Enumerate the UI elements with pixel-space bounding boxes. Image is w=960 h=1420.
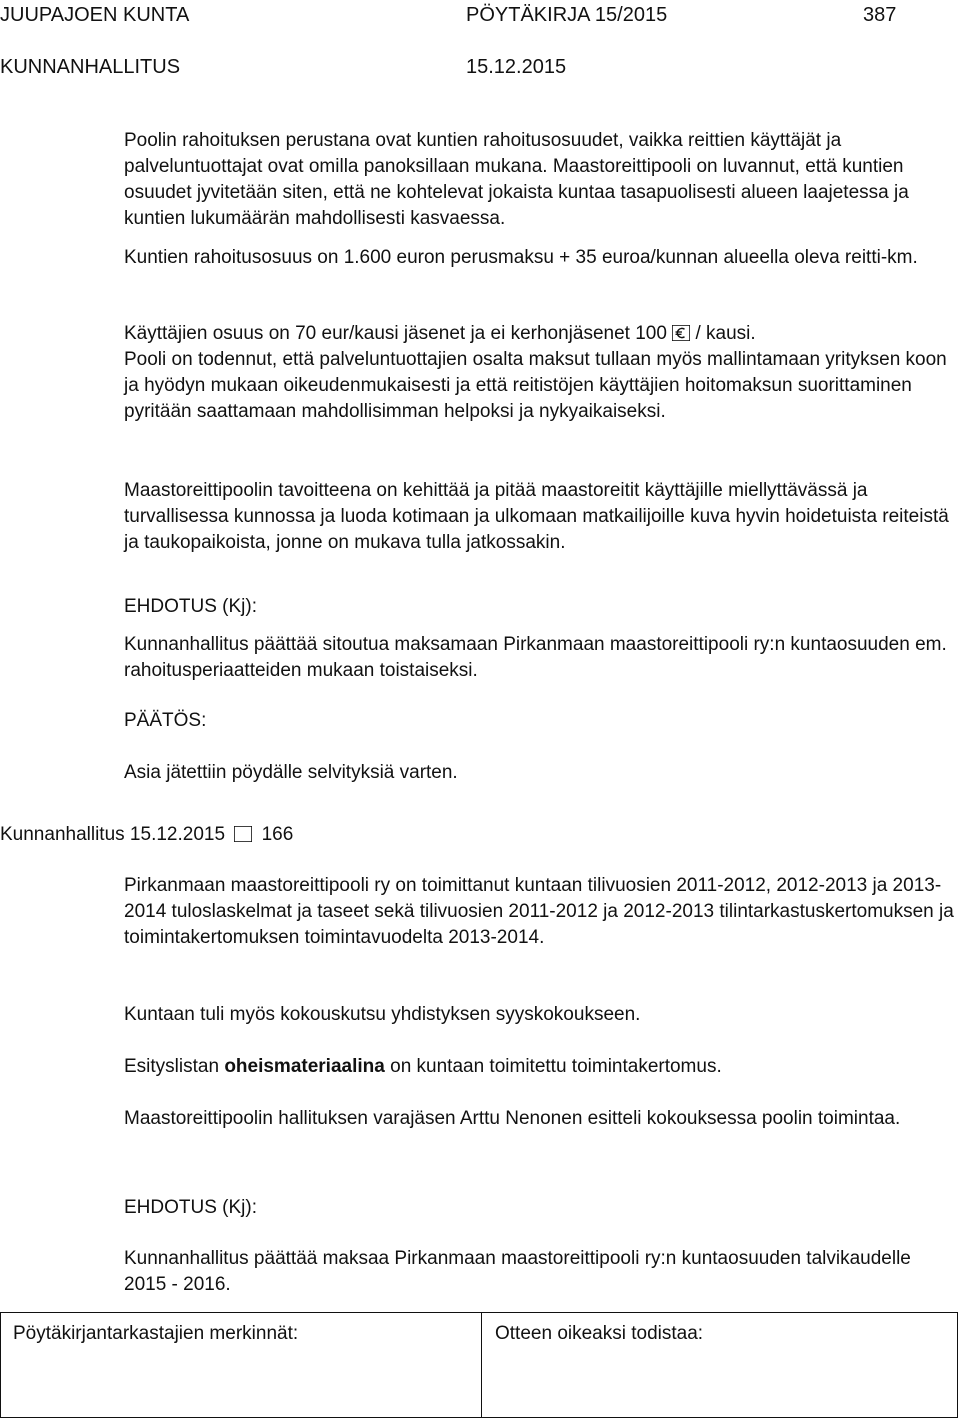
- attachment-post: on kuntaan toimitettu toimintakertomus.: [390, 1056, 722, 1077]
- user-share-unit: / kausi.: [695, 323, 756, 344]
- minutes-number: PÖYTÄKIRJA 15/2015: [466, 4, 668, 26]
- user-share-text: Käyttäjien osuus on 70 eur/kausi jäsenet ja ei kerhonjäsenet 100: [124, 323, 667, 344]
- euro-icon: [672, 325, 690, 341]
- inspectors-notes-label: Pöytäkirjantarkastajien merkinnät:: [13, 1323, 299, 1344]
- signature-box: [0, 1312, 958, 1418]
- attachment-bold: oheismateriaalina: [224, 1056, 385, 1077]
- proposal-label-1: EHDOTUS (Kj):: [124, 596, 257, 617]
- paragraph-objective: Maastoreittipoolin tavoitteena on kehittää ja pitää maastoreitit käyttäjille miellyttävässä ja turvallisessa kunnossa ja luoda kotimaan ja ulkomaan matkailijoille kuva hyvin hoidetuista reiteistä ja taukopaikoista, jonne on mukava tulla jatkossakin.: [124, 480, 949, 553]
- governing-body: KUNNANHALLITUS: [0, 56, 181, 78]
- paragraph-funding-basis: Poolin rahoituksen perustana ovat kuntien rahoitusosuudet, vaikka reittien käyttäjät ja palveluntuottajat ovat omilla panoksillaan mukana. Maastoreittipooli on luvannut, että kuntien osuudet jyvitetään siten, että ne kohtelevat jokaista kuntaa tasapuolisesti alueen laajetessa ja kuntien lukumäärän mahdollisesti kasvaessa.: [124, 130, 909, 229]
- paragraph-service-providers: Pooli on todennut, että palveluntuottajien osalta maksut tullaan myös mallintamaan yrityksen koon ja hyödyn mukaan oikeudenmukaisesti ja että reitistöjen käyttäjien hoitomaksun suorittaminen pyritään saattamaan mahdollisimman helpoksi ja nykyaikaiseksi.: [124, 349, 947, 422]
- paragraph-presentation: Maastoreittipoolin hallituksen varajäsen Arttu Nenonen esitteli kokouksessa poolin toimintaa.: [124, 1108, 901, 1129]
- paragraph-financial-statements: Pirkanmaan maastoreittipooli ry on toimittanut kuntaan tilivuosien 2011-2012, 2012-2013 ja 2013-2014 tuloslaskelmat ja taseet sekä tilivuosien 2011-2012 ja 2012-2013 tilintarkastuskertomuksen ja toimintakertomuksen toimintavuodelta 2013-2014.: [124, 875, 954, 948]
- certified-copy-label: Otteen oikeaksi todistaa:: [495, 1323, 704, 1344]
- proposal-label-2: EHDOTUS (Kj):: [124, 1197, 257, 1218]
- proposal-text-1: Kunnanhallitus päättää sitoutua maksamaan Pirkanmaan maastoreittipooli ry:n kuntaosuuden em. rahoitusperiaatteiden mukaan toistaiseksi.: [124, 634, 947, 681]
- paragraph-user-share: [124, 321, 954, 347]
- decision-text: Asia jätettiin pöydälle selvityksiä varten.: [124, 762, 458, 783]
- section-body-date: Kunnanhallitus 15.12.2015: [0, 824, 226, 845]
- paragraph-municipal-share: Kuntien rahoitusosuus on 1.600 euron perusmaksu + 35 euroa/kunnan alueella oleva reitti-km.: [124, 247, 918, 268]
- municipality-name: JUUPAJOEN KUNTA: [0, 4, 190, 26]
- signature-divider: [481, 1313, 482, 1417]
- section-symbol-icon: [234, 826, 252, 842]
- decision-label: PÄÄTÖS:: [124, 710, 207, 731]
- proposal-text-2: Kunnanhallitus päättää maksaa Pirkanmaan maastoreittipooli ry:n kuntaosuuden talvikaudelle 2015 - 2016.: [124, 1248, 911, 1295]
- page-number: 387: [863, 4, 897, 26]
- section-number: 166: [261, 824, 294, 845]
- attachment-pre: Esityslistan: [124, 1056, 220, 1077]
- meeting-date: 15.12.2015: [466, 56, 567, 78]
- paragraph-meeting-invitation: Kuntaan tuli myös kokouskutsu yhdistyksen syyskokoukseen.: [124, 1004, 641, 1025]
- section-heading: [0, 822, 293, 848]
- paragraph-attachment: [124, 1054, 954, 1080]
